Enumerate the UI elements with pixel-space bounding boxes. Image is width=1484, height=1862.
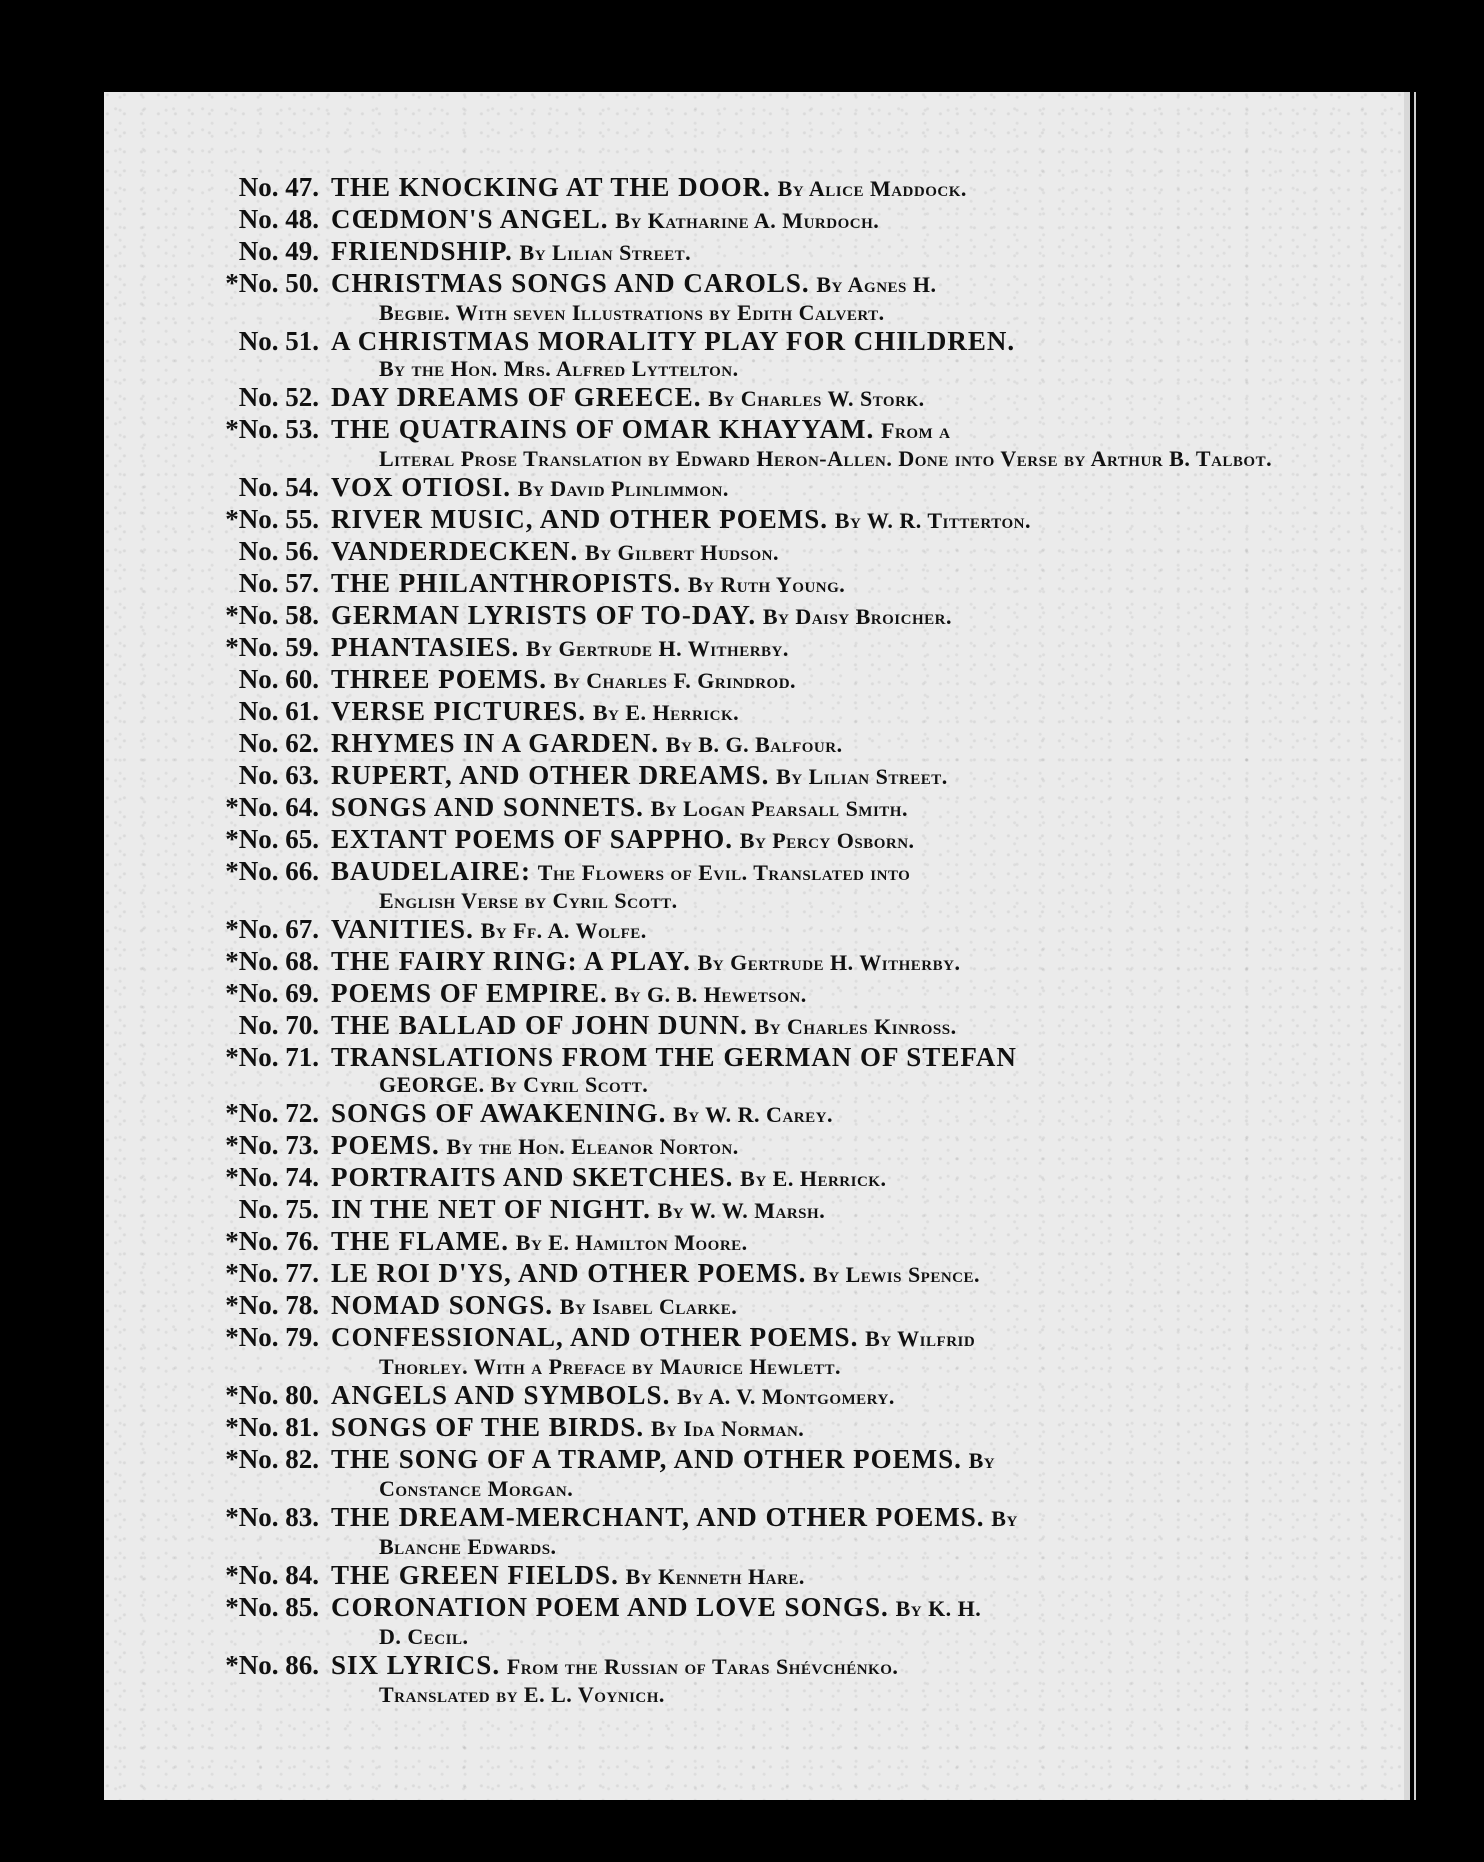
catalogue-entry [174,382,1304,414]
entry-number: No. 57. [238,568,319,598]
entry-author: By Ida Norman. [650,1416,805,1441]
entry-number: No. 70. [238,1010,319,1040]
entry-author: By W. R. Carey. [673,1102,833,1127]
entry-number: *No. 65. [225,824,319,854]
entry-number: *No. 66. [225,856,319,886]
entry-author: From a [881,418,951,443]
entry-number: No. 60. [238,664,319,694]
entry-author: By Gilbert Hudson. [585,540,779,565]
entry-number: *No. 83. [225,1502,319,1532]
entry-number: *No. 50. [225,268,319,298]
entry-title: RIVER MUSIC, AND OTHER POEMS. [331,504,829,534]
catalogue-entry [174,536,1304,568]
entry-body [331,382,1304,414]
entry-number: *No. 58. [225,600,319,630]
entry-number: *No. 78. [225,1290,319,1320]
entry-title: THE FAIRY RING: A PLAY. [331,946,691,976]
entry-author: By Daisy Broicher. [762,604,952,629]
catalogue-entry [174,236,1304,268]
entry-number: *No. 59. [225,632,319,662]
entry-body [331,946,1304,978]
catalogue-entry [174,414,1304,472]
entry-body [331,856,1304,914]
entry-number: No. 75. [238,1194,319,1224]
entry-author: By B. G. Balfour. [665,732,843,757]
entry-title: TRANSLATIONS FROM THE GERMAN OF STEFAN [331,1042,1017,1072]
entry-author: By Isabel Clarke. [559,1294,738,1319]
entry-body [331,1258,1304,1290]
catalogue-entry [174,664,1304,696]
entry-author: By Charles F. Grindrod. [553,668,797,693]
entry-author: By Katharine A. Murdoch. [615,208,880,233]
entry-number: *No. 81. [225,1412,319,1442]
entry-body [331,1412,1304,1444]
catalogue-entry [174,728,1304,760]
catalogue-entry [174,1322,1304,1380]
catalogue-entry [174,1650,1304,1708]
catalogue-entry [174,600,1304,632]
entry-number: No. 61. [238,696,319,726]
entry-body [331,792,1304,824]
entry-body [331,914,1304,946]
entry-continuation: Begbie. With seven Illustrations by Edith Calvert. [379,300,885,325]
entry-number: *No. 86. [225,1650,319,1680]
entry-title: SONGS OF THE BIRDS. [331,1412,645,1442]
entry-title: SIX LYRICS. [331,1650,501,1680]
entry-author: By E. Herrick. [592,700,740,725]
entry-title: THREE POEMS. [331,664,548,694]
entry-title: RHYMES IN A GARDEN. [331,728,660,758]
entry-body [331,1010,1304,1042]
entry-title: EXTANT POEMS OF SAPPHO. [331,824,734,854]
entry-author: By Alice Maddock. [777,176,967,201]
entry-body [331,1290,1304,1322]
entry-title: VOX OTIOSI. [331,472,512,502]
entry-body [331,268,1304,326]
catalogue-entry [174,824,1304,856]
catalogue-entry [174,1130,1304,1162]
entry-title: SONGS OF AWAKENING. [331,1098,667,1128]
catalogue-entry [174,472,1304,504]
catalogue-entry [174,172,1304,204]
entry-number: *No. 79. [225,1322,319,1352]
entry-body [331,536,1304,568]
catalogue-entry [174,1560,1304,1592]
entry-author: By Ruth Young. [687,572,846,597]
entry-author: By Gertrude H. Witherby. [697,950,961,975]
entry-author: By the Hon. Eleanor Norton. [446,1134,739,1159]
entry-body [331,1650,1304,1708]
entry-author: By Lilian Street. [776,764,948,789]
entry-continuation: Translated by E. L. Voynich. [379,1682,665,1707]
entry-body [331,664,1304,696]
entry-title: CŒDMON'S ANGEL. [331,204,609,234]
entry-continuation: By the Hon. Mrs. Alfred Lyttelton. [379,356,739,381]
entry-title: SONGS AND SONNETS. [331,792,644,822]
entry-number: No. 51. [238,326,319,356]
catalogue-entry [174,326,1304,382]
page-paper [104,92,1404,1800]
entry-number: *No. 85. [225,1592,319,1622]
catalogue-entry [174,504,1304,536]
entry-number: *No. 74. [225,1162,319,1192]
entry-body [331,1502,1304,1560]
entry-title: THE GREEN FIELDS. [331,1560,619,1590]
entry-body [331,1098,1304,1130]
entry-author: By G. B. Hewetson. [614,982,807,1007]
catalogue-entry [174,696,1304,728]
entry-body [331,236,1304,268]
catalogue-entry [174,1162,1304,1194]
entry-author: By W. R. Titterton. [834,508,1031,533]
entry-number: *No. 76. [225,1226,319,1256]
entry-author: From the Russian of Taras Shévchénko. [506,1654,899,1679]
entry-title: ANGELS AND SYMBOLS. [331,1380,671,1410]
entry-continuation: Constance Morgan. [379,1476,574,1501]
entry-number: No. 62. [238,728,319,758]
catalogue-entry [174,1010,1304,1042]
catalogue-entry [174,1380,1304,1412]
entry-number: No. 54. [238,472,319,502]
entry-title: CORONATION POEM AND LOVE SONGS. [331,1592,889,1622]
entry-continuation: Literal Prose Translation by Edward Heron-Allen. Done into Verse by Arthur B. Talbot. [379,446,1273,471]
catalogue-entry [174,1502,1304,1560]
entry-number: *No. 55. [225,504,319,534]
entry-body [331,568,1304,600]
entry-number: No. 56. [238,536,319,566]
entry-title: THE KNOCKING AT THE DOOR. [331,172,771,202]
entry-number: *No. 73. [225,1130,319,1160]
entry-author: By K. H. [895,1596,982,1621]
catalogue-entry [174,1290,1304,1322]
entry-body [331,1322,1304,1380]
entry-body [331,1226,1304,1258]
entry-author: By Charles Kinross. [754,1014,957,1039]
entry-author: By A. V. Montgomery. [677,1384,895,1409]
entry-body [331,600,1304,632]
catalogue-entry [174,856,1304,914]
entry-title: CONFESSIONAL, AND OTHER POEMS. [331,1322,859,1352]
entry-title: LE ROI D'YS, AND OTHER POEMS. [331,1258,807,1288]
entry-body [331,504,1304,536]
catalogue-entry [174,978,1304,1010]
entry-author: By Wilfrid [865,1326,976,1351]
entry-body [331,1130,1304,1162]
catalogue-entry [174,1098,1304,1130]
entry-number: *No. 84. [225,1560,319,1590]
entry-title: VANITIES. [331,914,474,944]
catalogue-entry [174,204,1304,236]
entry-author: By Charles W. Stork. [708,386,925,411]
entry-title: FRIENDSHIP. [331,236,513,266]
entry-number: No. 52. [238,382,319,412]
catalogue-entry [174,1412,1304,1444]
entry-body [331,326,1304,382]
entry-continuation: GEORGE. By Cyril Scott. [379,1072,649,1097]
entry-author: By Gertrude H. Witherby. [526,636,789,661]
entry-title: BAUDELAIRE: [331,856,532,886]
entry-body [331,1444,1304,1502]
entry-body [331,1380,1304,1412]
entry-title: IN THE NET OF NIGHT. [331,1194,651,1224]
entry-title: RUPERT, AND OTHER DREAMS. [331,760,770,790]
catalogue-entry [174,760,1304,792]
entry-body [331,204,1304,236]
entry-number: *No. 64. [225,792,319,822]
entry-title: THE DREAM-MERCHANT, AND OTHER POEMS. [331,1502,985,1532]
catalogue-entry [174,632,1304,664]
catalogue-list [174,172,1304,1708]
entry-number: *No. 77. [225,1258,319,1288]
catalogue-entry [174,1194,1304,1226]
entry-title: CHRISTMAS SONGS AND CAROLS. [331,268,810,298]
entry-continuation: Thorley. With a Preface by Maurice Hewlett. [379,1354,842,1379]
entry-body [331,632,1304,664]
entry-title: THE BALLAD OF JOHN DUNN. [331,1010,748,1040]
entry-number: No. 47. [238,172,319,202]
entry-author: By [991,1506,1018,1531]
entry-body [331,414,1304,472]
entry-number: No. 63. [238,760,319,790]
entry-number: *No. 80. [225,1380,319,1410]
entry-continuation: English Verse by Cyril Scott. [379,888,678,913]
entry-number: *No. 71. [225,1042,319,1072]
entry-title: A CHRISTMAS MORALITY PLAY FOR CHILDREN. [331,326,1016,356]
entry-author: By W. W. Marsh. [657,1198,826,1223]
entry-author: The Flowers of Evil. Translated into [537,860,911,885]
entry-body [331,696,1304,728]
entry-title: THE FLAME. [331,1226,510,1256]
entry-title: PHANTASIES. [331,632,520,662]
catalogue-entry [174,1226,1304,1258]
entry-continuation: Blanche Edwards. [379,1534,557,1559]
entry-author: By Lewis Spence. [813,1262,981,1287]
entry-body [331,1592,1304,1650]
entry-title: GERMAN LYRISTS OF TO-DAY. [331,600,757,630]
entry-continuation: D. Cecil. [379,1624,469,1649]
entry-title: POEMS. [331,1130,440,1160]
entry-author: By David Plinlimmon. [517,476,729,501]
entry-title: THE PHILANTHROPISTS. [331,568,682,598]
catalogue-entry [174,946,1304,978]
entry-number: *No. 82. [225,1444,319,1474]
entry-title: PORTRAITS AND SKETCHES. [331,1162,734,1192]
entry-body [331,472,1304,504]
entry-title: THE QUATRAINS OF OMAR KHAYYAM. [331,414,875,444]
entry-number: *No. 53. [225,414,319,444]
catalogue-entry [174,1258,1304,1290]
entry-title: DAY DREAMS OF GREECE. [331,382,702,412]
entry-body [331,1042,1304,1098]
entry-body [331,728,1304,760]
entry-body [331,1162,1304,1194]
entry-author: By Ff. A. Wolfe. [480,918,647,943]
entry-number: No. 49. [238,236,319,266]
entry-author: By Agnes H. [816,272,937,297]
entry-author: By E. Hamilton Moore. [515,1230,748,1255]
entry-title: THE SONG OF A TRAMP, AND OTHER POEMS. [331,1444,962,1474]
entry-number: *No. 69. [225,978,319,1008]
entry-author: By E. Herrick. [740,1166,887,1191]
entry-title: NOMAD SONGS. [331,1290,554,1320]
catalogue-entry [174,1444,1304,1502]
catalogue-entry [174,268,1304,326]
entry-number: *No. 67. [225,914,319,944]
entry-body [331,1560,1304,1592]
entry-author: By [968,1448,996,1473]
entry-title: VERSE PICTURES. [331,696,587,726]
entry-body [331,172,1304,204]
entry-number: *No. 68. [225,946,319,976]
entry-number: No. 48. [238,204,319,234]
entry-author: By Logan Pearsall Smith. [650,796,908,821]
entry-body [331,760,1304,792]
entry-body [331,1194,1304,1226]
catalogue-entry [174,1592,1304,1650]
entry-author: By Lilian Street. [519,240,692,265]
entry-body [331,824,1304,856]
entry-author: By Percy Osborn. [739,828,915,853]
catalogue-entry [174,1042,1304,1098]
catalogue-entry [174,792,1304,824]
entry-author: By Kenneth Hare. [625,1564,805,1589]
entry-body [331,978,1304,1010]
entry-title: POEMS OF EMPIRE. [331,978,608,1008]
entry-title: VANDERDECKEN. [331,536,579,566]
catalogue-entry [174,914,1304,946]
entry-number: *No. 72. [225,1098,319,1128]
catalogue-entry [174,568,1304,600]
